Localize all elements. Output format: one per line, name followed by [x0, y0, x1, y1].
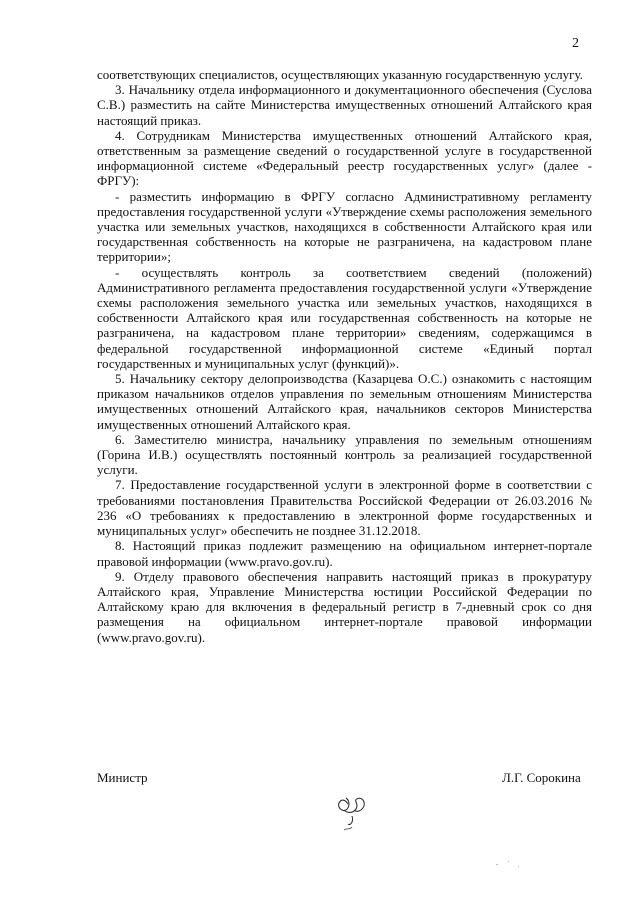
paragraph-item-7: 7. Предоставление государственной услуги в электронной форме в соответствии с требованиями постановления Правительства Российской Федерации от 26.03.2016 № 236 «О требованиях к предоставлению в электронной форме государственных и муниципальных услуг» обеспечить не позднее 31.12.2018.	[97, 477, 592, 539]
paragraph-item-8: 8. Настоящий приказ подлежит размещению на официальном интернет-портале правовой информации (www.pravo.gov.ru).	[97, 538, 592, 569]
paragraph-item-6: 6. Заместителю министра, начальнику управления по земельным отношениям (Горина И.В.) осуществлять постоянный контроль за реализацией государственной услуги.	[97, 431, 592, 478]
handwritten-signature	[330, 780, 390, 840]
paragraph-item-3: 3. Начальнику отдела информационного и документационного обеспечения (Суслова С.В.) разместить на сайте Министерства имущественных отношений Алтайского края настоящий приказ.	[97, 82, 592, 128]
signatory-position: Министр	[97, 770, 148, 785]
document-body	[97, 67, 592, 645]
page-number: 2	[572, 36, 579, 51]
paragraph-item-5: 5. Начальнику сектору делопроизводства (Казарцева О.С.) ознакомить с настоящим приказом начальников отделов управления по земельным отношениям Министерства имущественных отношений Алтайского края, начальников секторов Министерства имущественных отношений Алтайского края.	[97, 371, 592, 432]
paragraph-continuation: соответствующих специалистов, осуществляющих указанную государственную услугу.	[97, 67, 583, 82]
signatory-name: Л.Г. Сорокина	[502, 770, 581, 785]
paragraph-item-9: 9. Отделу правового обеспечения направить настоящий приказ в прокуратуру Алтайского края, Управление Министерства юстиции Российской Федерации по Алтайскому краю для включения в федеральный регистр в 7-дневный срок со дня размещения на официальном интернет-портале правовой информации (www.pravo.gov.ru).	[97, 568, 592, 645]
paragraph-item-4: 4. Сотрудникам Министерства имущественных отношений Алтайского края, ответственным за размещение сведений о государственной услуге в государственной информационной системе «Федеральный реестр государственных услуг» (далее - ФРГУ):	[97, 127, 592, 189]
scan-marks-decoration	[490, 855, 530, 875]
paragraph-item-4-sub-2: - осуществлять контроль за соответствием сведений (положений) Административного регламента предоставления государственной услуги «Утверждение схемы расположения земельного участка или земельных участков, находящихся в собственности Алтайского края или государственная собственность на которые не разграничена, на кадастровом плане территории» сведениям, содержащимся в федеральной государственной информационной системе «Единый портал государственных и муниципальных услуг (функций)».	[97, 264, 592, 371]
paragraph-item-4-sub-1: - разместить информацию в ФРГУ согласно Административному регламенту предоставления государственной услуги «Утверждение схемы расположения земельного участка или земельных участков, находящихся в собственности Алтайского края или государственная собственность на которые не разграничена, на кадастровом плане территории»;	[97, 188, 592, 265]
